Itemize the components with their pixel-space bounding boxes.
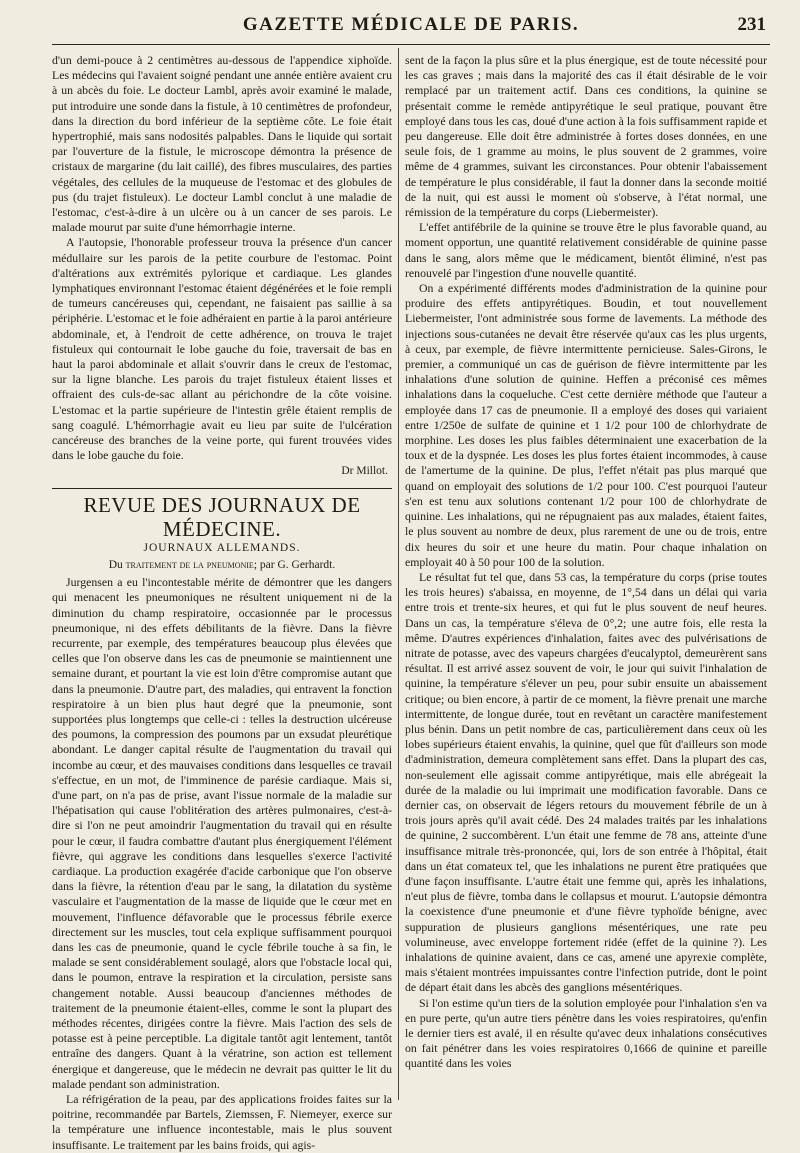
page-header	[52, 14, 770, 40]
left-column	[52, 53, 392, 1152]
paragraph: La réfrigération de la peau, par des applications froides faites sur la poitrine, recommandée par Bartels, Ziemssen, F. Niemeyer, exerce sur la température une influence incontestable, mais le plus souvent insuffisante. Le traitement par les bains froids, qui agis-	[52, 1092, 392, 1152]
article-title	[52, 558, 392, 573]
author-signature: Dr Millot.	[341, 465, 388, 478]
paragraph: Jurgensen a eu l'incontestable mérite de démontrer que les dangers qui menacent les pneumoniques ne résultent uniquement ni de la diminution du champ respiratoire, occasionnée par le processus pneumonique, ni des effets débilitants de la fièvre. Dans la fièvre recurrente, par exemple, des températures beaucoup plus élevées que celles que l'on observe dans les cas de pneumonie se maintiennent une semaine durant, et pourtant la vie est loin d'être compromise autant que dans la pneumonie. D'autre part, des maladies, qui entravent la fonction respiratoire à un bien plus haut degré que la pneumonie, sont supportées plus longtemps que celle-ci : telles la destruction ulcéreuse des poumons, la compression des poumons par un exsudat pleurétique abondant. Le danger capital résulte de l'augmentation du travail qui incombe au cœur, et des mauvaises conditions dans lesquelles ce travail s'effectue, en un mot, de l'imminence de parésie cardiaque. Mais si, d'une part, on n'a pas de prise, avant l'issue normale de la maladie sur l'hépatisation qui cause l'oblitération des artères pulmonaires, c'est-à-dire si l'on ne peut amoindrir l'augmentation du travail qui en résulte pour le cœur, il faudra combattre d'autant plus énergiquement l'élément fièvre, qui aggrave les conditions dans lesquelles s'exerce l'activité cardiaque. La production exagérée d'acide carbonique que l'on observe dans la fièvre, la rétention d'eau par le sang, la dilatation du système vasculaire et l'augmentation de la masse de liquide que le cœur met en mouvement, l'influence défavorable que le processus fébrile exerce directement sur les muscles, tout cela explique suffisamment pourquoi dans les cas de pneumonie, quand le cycle fébrile touche à sa fin, le malade se sent considérablement soulagé, alors que l'obstacle local qui, dans le poumon, entrave la respiration et la circulation, persiste sans changement notable. Aussi beaucoup d'anciennes méthodes de traitement de la pneumonie étaient-elles, comme le sont la plupart des méthodes récentes, dirigées contre la fièvre. Mais l'action des sels de potasse est à peine perceptible. La digitale tantôt agit lentement, tantôt entraîne des dangers. Quant à la vératrine, son action est tellement énergique et dangereuse, que le médecin ne devrait pas quitter le lit du malade pendant son administration.	[52, 575, 392, 1091]
paragraph: sent de la façon la plus sûre et la plus énergique, est de toute nécessité pour les cas graves ; mais dans la majorité des cas il était désirable de le voir remplacé par un traitement actif. Dans ces conditions, la quinine se présentait comme le remède antipyrétique le seul pratique, pouvant être employé dans tous les cas, doué d'une action à la fois suffisamment rapide et peu dangereuse. Elle doit être administrée à fortes doses données, en une seule fois, de 1 gramme au moins, le plus souvent de 2 grammes, voire même de 4 grammes, suivant les circonstances. Pour obtenir l'abaissement de température le plus considérable, il faut la donner dans la seconde moitié de la nuit, qui est aussi le moment où s'observe, à l'état normal, une rémission de la température du corps (Liebermeister).	[405, 53, 767, 220]
journal-title: GAZETTE MÉDICALE DE PARIS.	[242, 14, 580, 35]
header-rule	[52, 44, 770, 45]
paragraph: L'effet antifébrile de la quinine se trouve être le plus favorable quand, au moment opportun, une quantité relativement considérable de quinine passe dans le sang, alors même que le médicament, bientôt éliminé, n'est pas renouvelé par l'ingestion d'une nouvelle quantité.	[405, 220, 767, 280]
page-number: 231	[737, 14, 766, 35]
article-title-author: ; par G. Gerhardt.	[253, 558, 336, 571]
column-divider	[398, 48, 399, 1100]
paragraph: Le résultat fut tel que, dans 53 cas, la température du corps (prise toutes les trois heures) s'abaissa, en moyenne, de 1°,54 dans un délai qui varia entre trois et trente-six heures, et qui fut le plus souvent de neuf heures. Dans un cas, la température s'éleva de 0°,2; une autre fois, elle resta la même. D'autres expériences d'inhalation, faites avec des pulvérisations de nitrate de potasse, avec des vapeurs chargées d'eucalyptol, demeurèrent sans résultat. Il est arrivé assez souvent de voir, le jour qui suivit l'inhalation de quinine, la température s'élever un peu, pour subir ensuite un abaissement critique; ou bien encore, à partir de ce moment, la fièvre prenait une marche intermittente, de longue durée, tout en revêtant un caractère manifestement plus bénin. Dans un petit nombre de cas, particulièrement dans ceux où les lobes supérieurs étaient envahis, la quinine, quel que fût d'ailleurs son mode d'administration, demeura complètement sans effet. Dans la plupart des cas, non-seulement elle agissait comme antipyrétique, mais elle abrégeait la durée de la maladie ou lui imprimait une modification favorable. Dans ce dernier cas, on observait de légers retours du mouvement fébrile de un à trois jours après qu'il avait cédé. Des 24 malades traités par les inhalations de quinine, 2 succombèrent. L'un était une femme de 78 ans, atteinte d'une insuffisance mitrale très-prononcée, qui, lors de son entrée à l'hôpital, était dans un état comateux tel, que les inhalations ne purent être pratiquées que d'une façon insuffisante. L'autre était une femme qui, après les inhalations, n'eut plus de fièvre, tomba dans le collapsus et mourut. L'autopsie démontra la coexistence d'une pneumonie et d'une fièvre typhoïde bénigne, avec suppuration de plusieurs ganglions mésentériques, une rate peu volumineuse, avec enveloppe fortement ridée (effet de la quinine ?). Les inhalations de quinine avaient, dans ce cas, amené une apyrexie complète, mais s'étaient montrées impuissantes contre l'infection putride, dont le point de départ était dans les abcès des ganglions mésentériques.	[405, 569, 767, 995]
paragraph: A l'autopsie, l'honorable professeur trouva la présence d'un cancer médullaire sur les parois de la petite courbure de l'estomac. Point d'altérations aux extrémités pylorique et cardiaque. Les glandes lymphatiques environnant l'estomac étaient dégénérées et le foie rempli de tumeurs cancéreuses qui, cependant, ne faisaient pas saillie à sa périphérie. L'estomac et le foie adhéraient en partie à la paroi antérieure abdominale, et, à l'endroit de cette adhérence, on trouva le trajet fistuleux qui contournait le lobe gauche du foie, traversait de bas en haut la paroi abdominale et allait s'ouvrir dans le creux de l'estomac, sur la ligne blanche. Les parois du trajet fistuleux étaient lisses et offraient des culs-de-sac allant au périchondre de la côte voisine. L'estomac et la partie supérieure de l'intestin grêle étaient remplis de sang coagulé. L'hémorrhagie avait eu lieu par suite de l'ulcération cancéreuse des branches de la veine porte, qui furent trouvées vides dans le lobe gauche du foie.	[52, 235, 392, 463]
paragraph: d'un demi-pouce à 2 centimètres au-dessous de l'appendice xiphoïde. Les médecins qui l'avaient soigné pendant une année entière avaient cru à un abcès du foie. Le docteur Lambl, après avoir examiné le malade, put introduire une sonde dans la fistule, à 10 centimètres de profondeur, dans la direction du bord inférieur de la septième côte. Le foie était hypertrophié, mais sans nodosités palpables. Dans le liquide qui sortait par l'ouverture de la fistule, le microscope démontra la présence de cristaux de margarine (du lait caillé), des fibres musculaires, des parties végétales, des cellules de la muqueuse de l'estomac et des globules de pus (du trajet fistuleux). Le docteur Lambl conclut à une maladie de l'estomac, c'est-à-dire à un ulcère ou à un cancer de ses parois. Le malade mourut par suite d'une hémorrhagie interne.	[52, 53, 392, 235]
section-heading: REVUE DES JOURNAUX DE MÉDECINE.	[52, 488, 392, 541]
section-subheading: JOURNAUX ALLEMANDS.	[143, 541, 301, 554]
article-title-prefix: Du	[108, 558, 126, 571]
paragraph: Si l'on estime qu'un tiers de la solution employée pour l'inhalation s'en va en pure perte, qu'un autre tiers pénètre dans les voies respiratoires, qu'enfin le dernier tiers est avalé, il en résulte qu'avec deux inhalations consécutives on fait pénétrer dans les voies respiratoires 0,1666 de quinine et pareille quantité dans les voies	[405, 995, 767, 1071]
right-column	[405, 53, 767, 1098]
article-title-subject: traitement de la pneumonie	[125, 558, 254, 571]
paragraph: On a expérimenté différents modes d'administration de la quinine pour produire des effets antipyrétiques. Boudin, et tout nouvellement Liebermeister, l'ont administrée sous forme de lavements. La méthode des injections sous-cutanées ne devait être réservée qu'aux cas les plus urgents, à ceux, par exemple, de fièvre intermittente pernicieuse. Sales-Girons, le premier, a communiqué un cas de guérison de fièvre intermittente par les inhalations d'une solution de quinine. Heffen a préconisé ces mêmes inhalations dans la coqueluche. C'est cette dernière méthode que l'auteur a employée dans 17 cas de pneumonie. Il a employé des doses qui variaient entre 1/250e de sulfate de quinine et 1 1/2 pour 100 de chlorhydrate de morphine. Les doses les plus faibles déterminaient une exacerbation de la toux et de la dyspnée. Les doses les plus fortes étaient incommodes, à cause de l'amertume de la quinine. De plus, l'effet n'était pas plus marqué que quand on employait des solutions de 1/2 pour 100. C'est pourquoi l'auteur s'en est tenu aux solutions contenant 1/2 pour 100 de chlorhydrate de quinine. Les inhalations, qui ne répugnaient pas aux malades, étaient faites, le plus souvent au nombre de deux, plus rarement de une ou de trois, entre dix heures du soir et une heure du matin. Pour chaque inhalation on employait 40 à 50 pour 100 de la solution.	[405, 281, 767, 569]
